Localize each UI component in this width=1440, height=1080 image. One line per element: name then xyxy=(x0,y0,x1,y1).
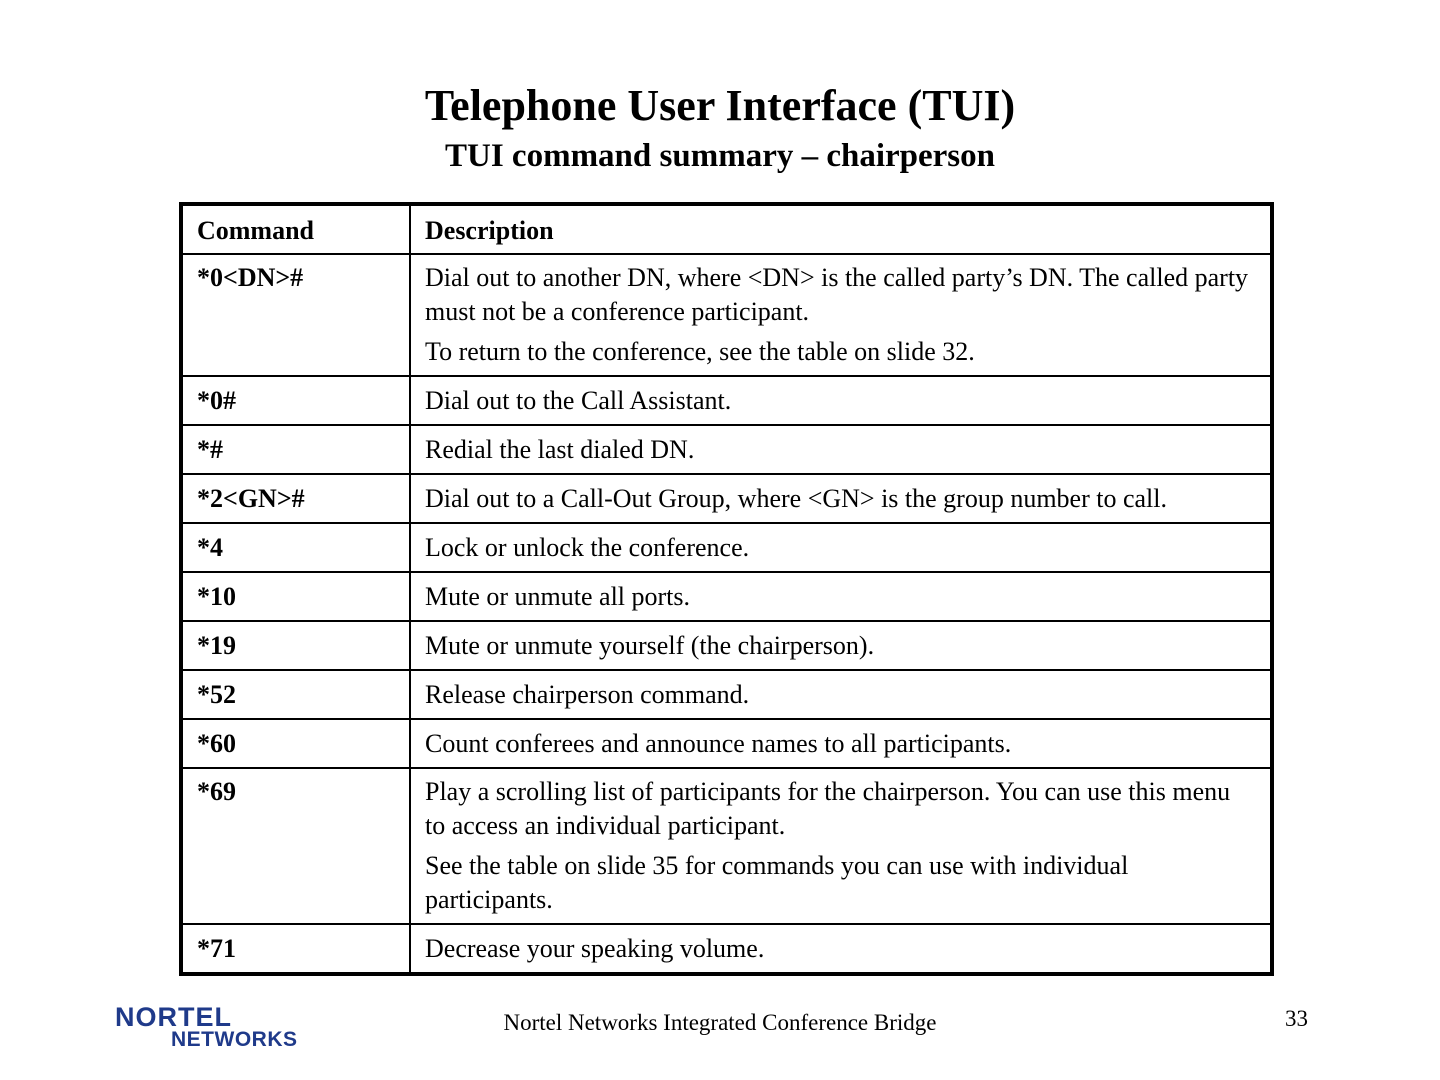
table-row xyxy=(181,924,1272,974)
description-cell xyxy=(410,474,1272,523)
description-paragraph: To return to the conference, see the table on slide 32. xyxy=(425,337,975,366)
description-paragraph: See the table on slide 35 for commands you can use with individual participants. xyxy=(425,851,1129,914)
command-cell: *0<DN># xyxy=(181,254,410,376)
command-cell: *0# xyxy=(181,376,410,425)
page-number: 33 xyxy=(1285,1006,1308,1031)
column-header-command: Command xyxy=(181,204,410,254)
column-header-description: Description xyxy=(410,204,1272,254)
description-cell xyxy=(410,523,1272,572)
description-paragraph: Mute or unmute all ports. xyxy=(425,582,691,611)
description-cell xyxy=(410,572,1272,621)
command-cell: *60 xyxy=(181,719,410,768)
description-paragraph: Lock or unlock the conference. xyxy=(425,533,750,562)
table-row xyxy=(181,523,1272,572)
table-row xyxy=(181,719,1272,768)
table-row xyxy=(181,670,1272,719)
page-subtitle: TUI command summary – chairperson xyxy=(445,138,995,174)
command-cell: *69 xyxy=(181,768,410,924)
page-title: Telephone User Interface (TUI) xyxy=(424,81,1016,130)
table-body xyxy=(181,254,1272,974)
table-row xyxy=(181,621,1272,670)
description-paragraph: Mute or unmute yourself (the chairperson). xyxy=(425,631,875,660)
description-cell xyxy=(410,924,1272,974)
table-row xyxy=(181,425,1272,474)
table-row xyxy=(181,474,1272,523)
command-cell: *2<GN># xyxy=(181,474,410,523)
description-paragraph: Redial the last dialed DN. xyxy=(425,435,695,464)
command-table xyxy=(179,202,1274,976)
table-row xyxy=(181,254,1272,376)
description-cell xyxy=(410,719,1272,768)
table-row xyxy=(181,768,1272,924)
table-header-row xyxy=(181,204,1272,254)
table-row xyxy=(181,376,1272,425)
description-cell xyxy=(410,670,1272,719)
logo-line-1: NORTEL xyxy=(115,1002,232,1032)
description-paragraph: Dial out to another DN, where <DN> is the called party’s DN. The called party must not be a conference participant. xyxy=(425,263,1249,326)
command-cell: *4 xyxy=(181,523,410,572)
description-cell xyxy=(410,621,1272,670)
command-cell: *# xyxy=(181,425,410,474)
description-paragraph: Dial out to the Call Assistant. xyxy=(425,386,732,415)
description-cell xyxy=(410,425,1272,474)
description-paragraph: Release chairperson command. xyxy=(425,680,750,709)
command-cell: *71 xyxy=(181,924,410,974)
description-paragraph: Decrease your speaking volume. xyxy=(425,934,765,963)
description-cell xyxy=(410,254,1272,376)
description-paragraph: Play a scrolling list of participants for the chairperson. You can use this menu to access an individual participant. xyxy=(425,777,1231,840)
description-cell xyxy=(410,376,1272,425)
description-cell xyxy=(410,768,1272,924)
command-cell: *19 xyxy=(181,621,410,670)
command-cell: *52 xyxy=(181,670,410,719)
description-paragraph: Count conferees and announce names to all participants. xyxy=(425,729,1012,758)
table-row xyxy=(181,572,1272,621)
description-paragraph: Dial out to a Call-Out Group, where <GN> is the group number to call. xyxy=(425,484,1168,513)
command-cell: *10 xyxy=(181,572,410,621)
footer-text: Nortel Networks Integrated Conference Bridge xyxy=(503,1010,937,1035)
logo-line-2: NETWORKS xyxy=(171,1028,298,1051)
